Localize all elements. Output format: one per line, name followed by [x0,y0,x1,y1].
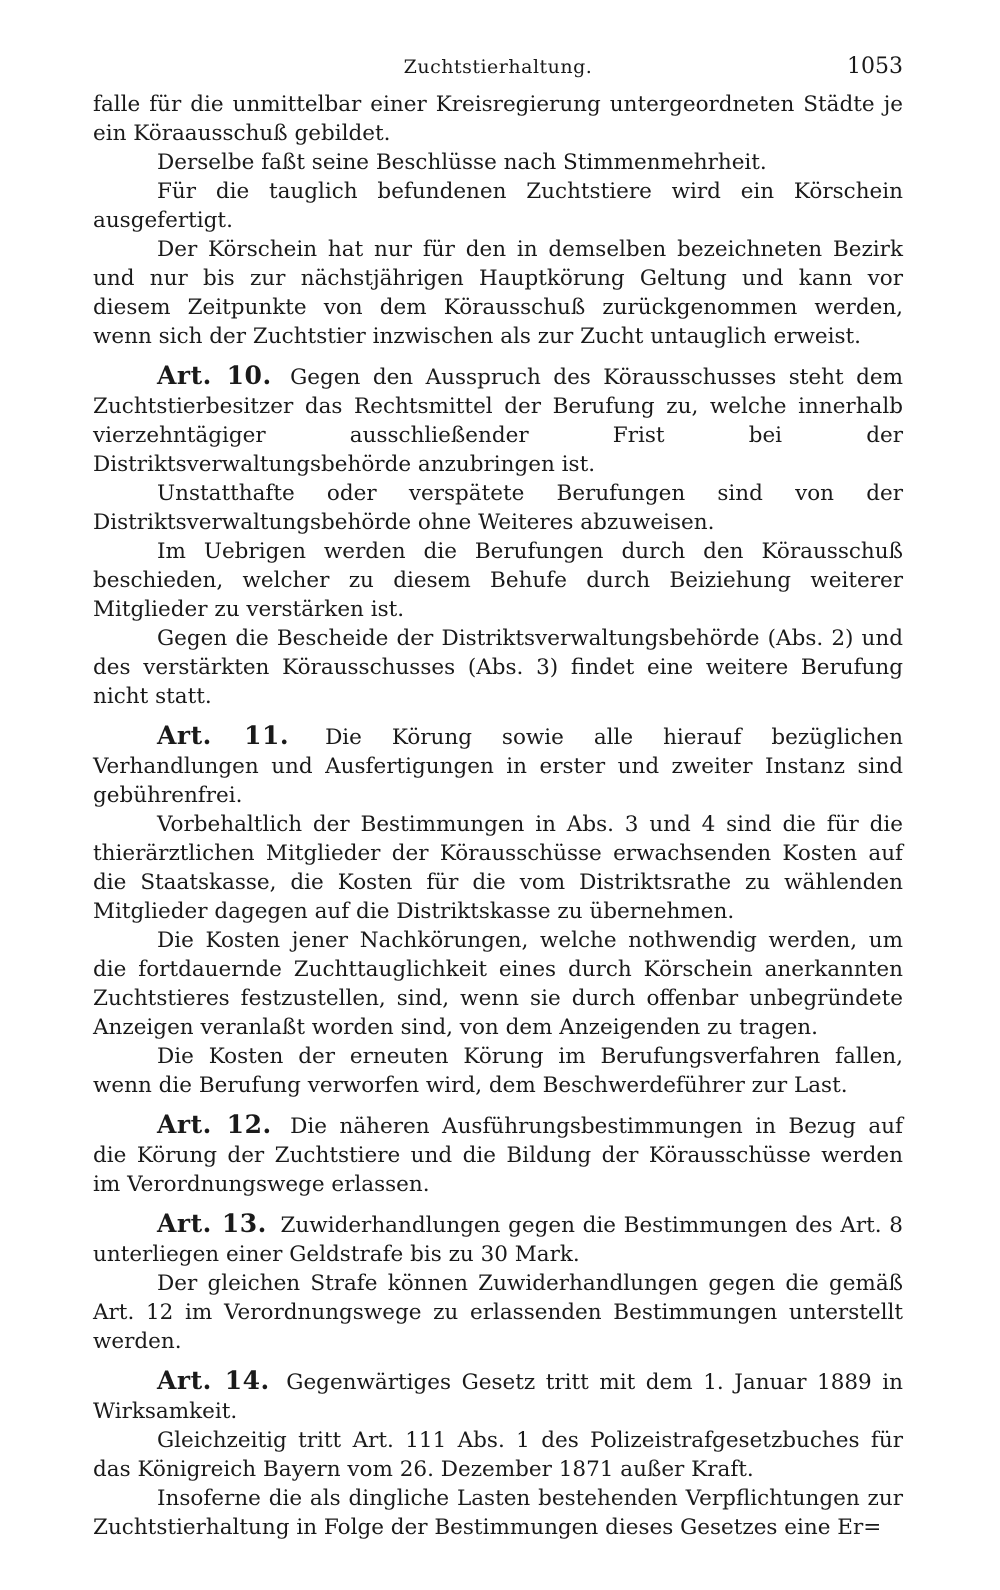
paragraph: Gleichzeitig tritt Art. 111 Abs. 1 des Polizeistrafgesetzbuches für das Königreich Bayern vom 26. Dezember 1871 außer Kraft. [93,1428,903,1482]
article-10 [93,361,903,479]
paragraph: Für die tauglich befundenen Zuchtstiere wird ein Körschein ausgefertigt. [93,179,903,233]
article-11 [93,721,903,810]
paragraph: Im Uebrigen werden die Berufungen durch den Körausschuß beschieden, welcher zu diesem Behufe durch Beiziehung weiterer Mitglieder zu verstärken ist. [93,539,903,622]
page-body [93,90,903,1542]
article-12 [93,1110,903,1199]
article-text: Die Körung sowie alle hierauf bezüglichen Verhandlungen und Ausfertigungen in erster und zweiter Instanz sind gebührenfrei. [93,725,903,808]
article-label: Art. 14. [157,1366,270,1395]
article-label: Art. 12. [157,1110,272,1139]
page [93,56,903,1542]
article-14 [93,1366,903,1426]
paragraph: Derselbe faßt seine Beschlüsse nach Stimmenmehrheit. [157,150,767,175]
article-text: Gegenwärtiges Gesetz tritt mit dem 1. Januar 1889 in Wirksamkeit. [93,1370,903,1424]
article-label: Art. 13. [157,1209,267,1238]
paragraph: Der gleichen Strafe können Zuwiderhandlungen gegen die gemäß Art. 12 im Verordnungswege zu erlassenden Bestimmungen unterstellt werden. [93,1271,903,1354]
article-13 [93,1209,903,1269]
paragraph: Die Kosten jener Nachkörungen, welche nothwendig werden, um die fortdauernde Zuchttauglichkeit eines durch Körschein anerkannten Zuchtstieres festzustellen, sind, wenn sie durch offenbar unbegründete Anzeigen veranlaßt worden sind, von dem Anzeigenden zu tragen. [93,928,903,1040]
paragraph: Gegen die Bescheide der Distriktsverwaltungsbehörde (Abs. 2) und des verstärkten Körausschusses (Abs. 3) findet eine weitere Berufung nicht statt. [93,626,903,709]
paragraph: Die Kosten der erneuten Körung im Berufungsverfahren fallen, wenn die Berufung verworfen wird, dem Beschwerdeführer zur Last. [93,1044,903,1098]
paragraph: Vorbehaltlich der Bestimmungen in Abs. 3 und 4 sind die für die thierärztlichen Mitglieder der Körausschüsse erwachsenden Kosten auf die Staatskasse, die Kosten für die vom Distriktsrathe zu wählenden Mitglieder dagegen auf die Distriktskasse zu übernehmen. [93,812,903,924]
article-label: Art. 11. [157,721,290,750]
paragraph: Insoferne die als dingliche Lasten bestehenden Verpflichtungen zur Zuchtstierhaltung in Folge der Bestimmungen dieses Gesetzes eine Er= [93,1486,903,1540]
article-label: Art. 10. [157,361,272,390]
running-title: Zuchtstierhaltung. [403,56,593,78]
article-text: Zuwiderhandlungen gegen die Bestimmungen des Art. 8 unterliegen einer Geldstrafe bis zu 30 Mark. [93,1213,903,1267]
article-text: Gegen den Ausspruch des Körausschusses steht dem Zuchtstierbesitzer das Rechtsmittel der Berufung zu, welche innerhalb vierzehntägiger ausschließender Frist bei der Distriktsverwaltungsbehörde anzubringen ist. [93,365,903,477]
page-number: 1053 [847,54,903,79]
article-text: Die näheren Ausführungsbestimmungen in Bezug auf die Körung der Zuchtstiere und die Bildung der Körausschüsse werden im Verordnungswege erlassen. [93,1114,903,1197]
paragraph: Unstatthafte oder verspätete Berufungen sind von der Distriktsverwaltungsbehörde ohne Weiteres abzuweisen. [93,481,903,535]
paragraph: falle für die unmittelbar einer Kreisregierung untergeordneten Städte je ein Köraausschuß gebildet. [93,92,903,146]
paragraph: Der Körschein hat nur für den in demselben bezeichneten Bezirk und nur bis zur nächstjährigen Hauptkörung Geltung und kann vor diesem Zeitpunkte von dem Körausschuß zurückgenommen werden, wenn sich der Zuchtstier inzwischen als zur Zucht untauglich erweist. [93,237,903,349]
page-header [93,56,903,90]
